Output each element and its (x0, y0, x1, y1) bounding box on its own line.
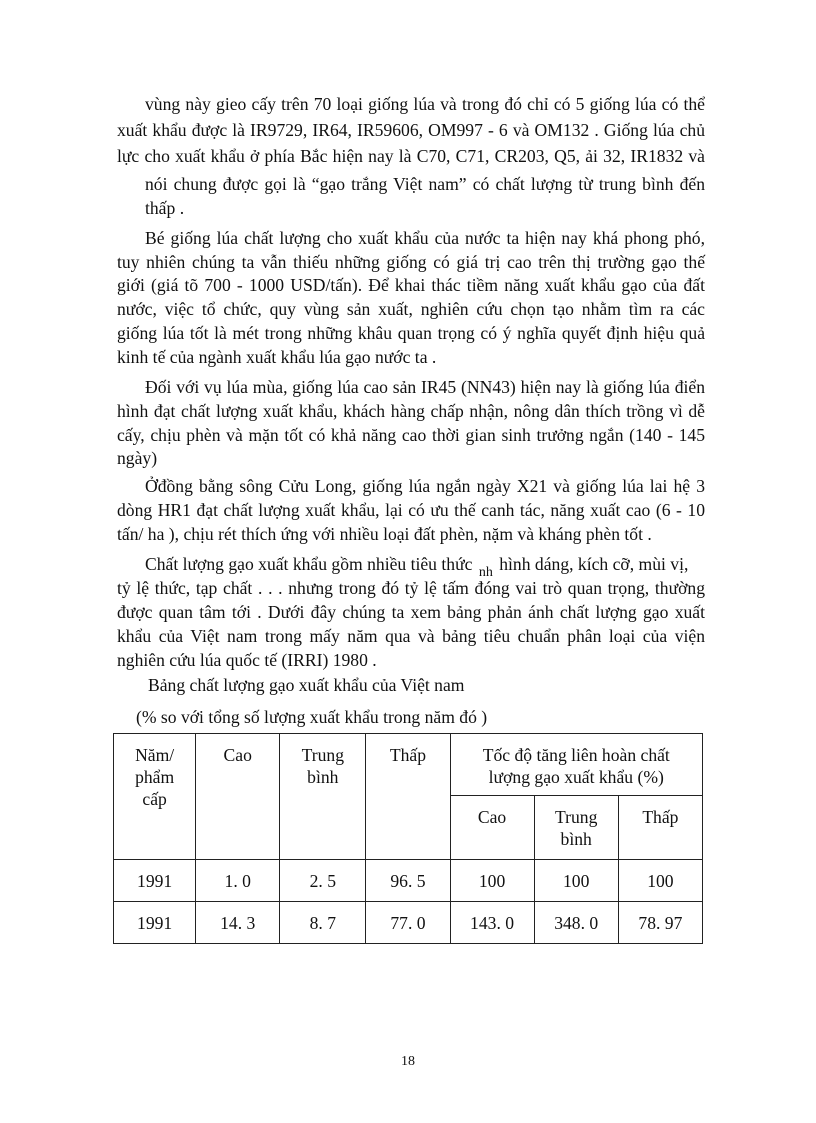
table-cell: 1991 (114, 860, 196, 902)
paragraph-text: hình dáng, kích cỡ, mùi vị, (499, 554, 689, 574)
table-cell: 1. 0 (196, 860, 280, 902)
header-year-grade: Năm/ phẩm cấp (114, 734, 196, 860)
paragraph-line: giống lúa tốt là mét trong những khâu quan trọng có ý nghĩa quyết định hiệu quả (117, 323, 705, 343)
paragraph-line: Đối với vụ lúa mùa, giống lúa cao sản IR45 (NN43) hiện nay là giống lúa điển (145, 377, 705, 397)
paragraph-line: nước, việc tổ chức, quy vùng sản xuất, nghiên cứu chọn tạo nhằm tìm ra các (117, 299, 705, 319)
table-subtitle: (% so với tổng số lượng xuất khẩu trong năm đó ) (136, 707, 488, 727)
subscript-text: nh (478, 565, 493, 580)
table-title: Bảng chất lượng gạo xuất khẩu của Việt nam (148, 675, 465, 695)
paragraph-line: khẩu của Việt nam trong mấy năm qua và bảng tiêu chuẩn phân loại của viện (117, 626, 705, 646)
table-cell: 78. 97 (618, 902, 702, 944)
paragraph-line: lực cho xuất khẩu ở phía Bắc hiện nay là C70, C71, CR203, Q5, ải 32, IR1832 và (117, 146, 705, 166)
table-row (114, 860, 703, 902)
paragraph-line: thấp . (145, 198, 185, 218)
table-cell: 14. 3 (196, 902, 280, 944)
paragraph-line: kinh tế của ngành xuất khẩu lúa gạo nước ta . (117, 347, 437, 367)
header-growth-rate: Tốc độ tăng liên hoàn chất lượng gạo xuất khẩu (%) (450, 734, 702, 796)
page-number: 18 (401, 1054, 415, 1069)
table-cell: 100 (450, 860, 534, 902)
paragraph-line: được quan tâm tới . Dưới đây chúng ta xem bảng phản ánh chất lượng gạo xuất (117, 602, 705, 622)
paragraph-line: tấn/ ha ), chịu rét thích ứng với nhiều loại đất phèn, nặm và kháng phèn tốt . (117, 524, 652, 544)
table-cell: 1991 (114, 902, 196, 944)
paragraph-line: dòng HR1 đạt chất lượng xuất khẩu, lại có ưu thế canh tác, năng xuất cao (6 - 10 (117, 500, 705, 520)
table-cell: 77. 0 (366, 902, 450, 944)
paragraph-line: tuy nhiên chúng ta vẫn thiếu những giống có giá trị cao trên thị trường gạo thế (117, 252, 705, 272)
table-cell: 100 (618, 860, 702, 902)
paragraph-line: Ởđồng bằng sông Cửu Long, giống lúa ngắn ngày X21 và giống lúa lai hệ 3 (145, 476, 705, 496)
table-row (114, 902, 703, 944)
paragraph-line (145, 552, 688, 579)
header-low: Thấp (366, 734, 450, 860)
table-cell: 2. 5 (280, 860, 366, 902)
header-growth-low: Thấp (618, 796, 702, 860)
table-cell: 143. 0 (450, 902, 534, 944)
table-cell: 100 (534, 860, 618, 902)
table-cell: 348. 0 (534, 902, 618, 944)
table-cell: 8. 7 (280, 902, 366, 944)
paragraph-line: cấy, chịu phèn và mặn tốt có khả năng cao thời gian sinh trưởng ngắn (140 - 145 (117, 425, 705, 445)
paragraph-line: nói chung được gọi là “gạo trắng Việt nam” có chất lượng từ trung bình đến (145, 174, 705, 194)
paragraph-line: xuất khẩu được là IR9729, IR64, IR59606, OM997 - 6 và OM132 . Giống lúa chủ (117, 120, 705, 140)
rice-quality-table (113, 733, 703, 944)
paragraph-line: nghiên cứu lúa quốc tế (IRRI) 1980 . (117, 650, 377, 670)
header-high: Cao (196, 734, 280, 860)
paragraph-line: tỷ lệ thức, tạp chất . . . nhưng trong đó tỷ lệ tấm đóng vai trò quan trọng, thường (117, 578, 705, 598)
paragraph-text: Chất lượng gạo xuất khẩu gồm nhiều tiêu thức (145, 554, 473, 574)
header-medium: Trung bình (280, 734, 366, 860)
table-cell: 96. 5 (366, 860, 450, 902)
paragraph-line: giới (giá tõ 700 - 1000 USD/tấn). Để khai thác tiềm năng xuất khẩu gạo của đất (117, 275, 705, 295)
header-growth-high: Cao (450, 796, 534, 860)
paragraph-line: ngày) (117, 448, 158, 468)
paragraph-line: vùng này gieo cấy trên 70 loại giống lúa và trong đó chỉ có 5 giống lúa có thể (145, 94, 705, 114)
header-growth-medium: Trung bình (534, 796, 618, 860)
paragraph-line: Bé giống lúa chất lượng cho xuất khẩu của nước ta hiện nay khá phong phó, (145, 228, 705, 248)
paragraph-line: hình đạt chất lượng xuất khẩu, khách hàng chấp nhận, nông dân thích trồng vì dễ (117, 401, 705, 421)
